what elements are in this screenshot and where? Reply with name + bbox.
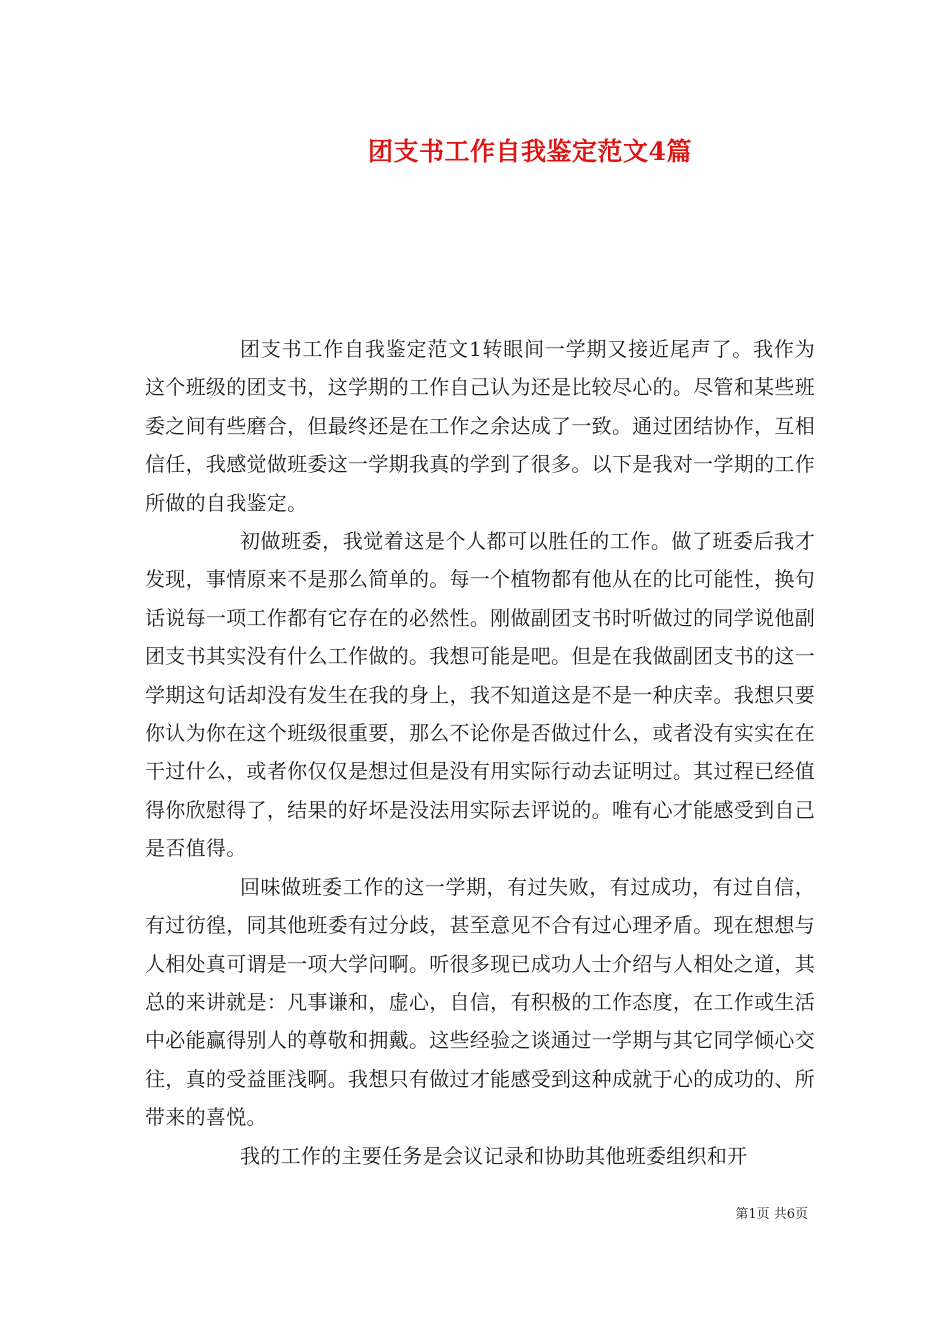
paragraph-1: 团支书工作自我鉴定范文1转眼间一学期又接近尾声了。我作为这个班级的团支书，这学期的工作自己认为还是比较尽心的。尽管和某些班委之间有些磨合，但最终还是在工作之余达成了一致。通过团结协作，互相信任，我感觉做班委这一学期我真的学到了很多。以下是我对一学期的工作所做的自我鉴定。 xyxy=(145,337,815,515)
page-number: 第1页 共6页 xyxy=(735,1207,808,1222)
document-title: 团支书工作自我鉴定范文4篇 xyxy=(368,137,692,166)
paragraph-4: 我的工作的主要任务是会议记录和协助其他班委组织和开 xyxy=(240,1143,748,1168)
document-body xyxy=(145,330,815,1175)
paragraph-3: 回味做班委工作的这一学期，有过失败，有过成功，有过自信，有过彷徨，同其他班委有过分歧，甚至意见不合有过心理矛盾。现在想想与人相处真可谓是一项大学问啊。听很多现已成功人士介绍与人相处之道，其总的来讲就是：凡事谦和，虚心，自信，有积极的工作态度，在工作或生活中必能赢得别人的尊敬和拥戴。这些经验之谈通过一学期与其它同学倾心交往，真的受益匪浅啊。我想只有做过才能感受到这种成就于心的成功的、所带来的喜悦。 xyxy=(145,874,815,1130)
paragraph-2: 初做班委，我觉着这是个人都可以胜任的工作。做了班委后我才发现，事情原来不是那么简单的。每一个植物都有他从在的比可能性，换句话说每一项工作都有它存在的必然性。刚做副团支书时听做过的同学说他副团支书其实没有什么工作做的。我想可能是吧。但是在我做副团支书的这一学期这句话却没有发生在我的身上，我不知道这是不是一种庆幸。我想只要你认为你在这个班级很重要，那么不论你是否做过什么，或者没有实实在在干过什么，或者你仅仅是想过但是没有用实际行动去证明过。其过程已经值得你欣慰得了，结果的好坏是没法用实际去评说的。唯有心才能感受到自己是否值得。 xyxy=(145,529,815,861)
